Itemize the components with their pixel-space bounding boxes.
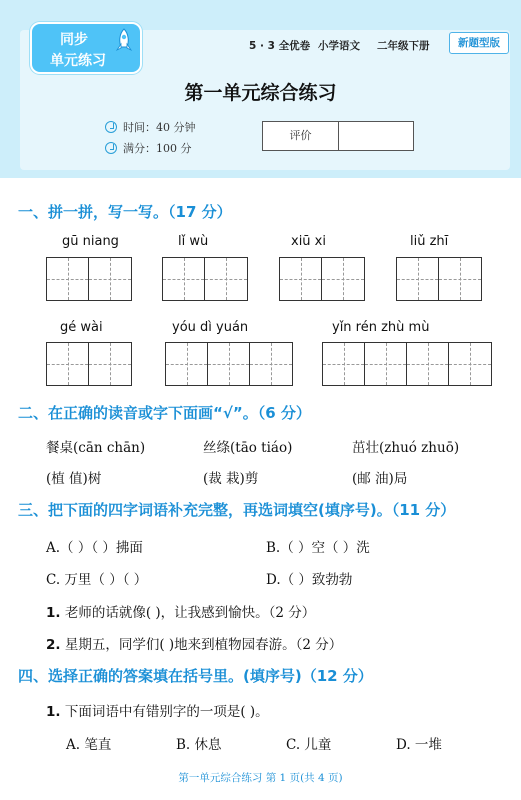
check-icon [105, 142, 117, 154]
score-text: 满分：100 分 [123, 142, 192, 155]
section-4-heading: 四、选择正确的答案填在括号里。(填序号)（12 分） [18, 667, 373, 685]
rocket-icon [114, 28, 134, 54]
writing-grid[interactable] [322, 342, 492, 386]
pinyin-3: xiū xi [291, 234, 326, 249]
evaluation-box [262, 121, 414, 151]
series-label: 5 · 3 全优卷 [249, 40, 311, 52]
page-footer: 第一单元综合练习 第 1 页(共 4 页) [178, 772, 343, 784]
question-4-1 [46, 700, 269, 720]
pinyin-6: yóu dì yuán [172, 320, 249, 335]
question-3-2 [46, 633, 342, 653]
pinyin-4: liǔ zhī [410, 234, 449, 249]
question-number: 2. [46, 637, 61, 653]
unit-badge [30, 22, 142, 74]
question-number: 1. [46, 704, 61, 720]
section-1-heading: 一、拼一拼，写一写。（17 分） [18, 203, 232, 221]
evaluation-label: 评价 [263, 122, 339, 150]
question-3-1 [46, 601, 315, 621]
header-banner [0, 0, 521, 178]
idiom-d: D.（ ）致勃勃 [266, 572, 353, 588]
option-a: A. 笔直 [66, 737, 112, 753]
reading-item-6: (邮 油)局 [352, 471, 408, 487]
edition-badge: 新题型版 [449, 32, 509, 54]
page-title: 第一单元综合练习 [184, 82, 337, 104]
writing-grid[interactable] [165, 342, 293, 386]
reading-item-4: (植 值)树 [46, 471, 102, 487]
reading-item-1: 餐桌(cān chān) [46, 440, 146, 456]
question-number: 1. [46, 605, 61, 621]
question-text: 星期五，同学们( )地来到植物园春游。（2 分） [64, 637, 343, 653]
badge-line1: 同步 [60, 32, 88, 48]
option-b: B. 休息 [176, 737, 222, 753]
question-text: 老师的话就像( )，让我感到愉快。（2 分） [64, 605, 316, 621]
badge-line2: 单元练习 [50, 53, 106, 69]
option-d: D. 一堆 [396, 737, 442, 753]
writing-grid[interactable] [46, 342, 132, 386]
pinyin-1: gū niang [62, 234, 119, 249]
writing-grid[interactable] [279, 257, 365, 301]
writing-grid[interactable] [162, 257, 248, 301]
writing-row-1 [0, 257, 521, 303]
reading-item-3: 茁壮(zhuó zhuō) [352, 440, 460, 456]
writing-grid[interactable] [396, 257, 482, 301]
idiom-b: B.（ ）空（ ）洗 [266, 540, 370, 556]
clock-icon [105, 121, 117, 133]
subject-label: 小学语文 [318, 40, 360, 52]
time-info [105, 119, 196, 135]
writing-row-2 [0, 342, 521, 388]
pinyin-2: lǐ wù [178, 234, 209, 249]
idiom-c: C. 万里（ ）（ ） [46, 572, 148, 588]
section-3-heading: 三、把下面的四字词语补充完整，再选词填空(填序号)。（11 分） [18, 501, 456, 519]
reading-item-5: (裁 栽)剪 [203, 471, 259, 487]
option-c: C. 儿童 [286, 737, 332, 753]
time-text: 时间：40 分钟 [123, 121, 196, 134]
question-text: 下面词语中有错别字的一项是( )。 [64, 704, 269, 720]
pinyin-7: yǐn rén zhù mù [332, 320, 430, 335]
section-2-heading: 二、在正确的读音或字下面画“√”。（6 分） [18, 404, 311, 422]
writing-grid[interactable] [46, 257, 132, 301]
idiom-a: A.（ ）（ ）拂面 [46, 540, 143, 556]
reading-item-2: 丝绦(tāo tiáo) [203, 440, 293, 456]
grade-label: 二年级下册 [377, 40, 430, 52]
score-info [105, 140, 192, 156]
pinyin-5: gé wài [60, 320, 103, 335]
